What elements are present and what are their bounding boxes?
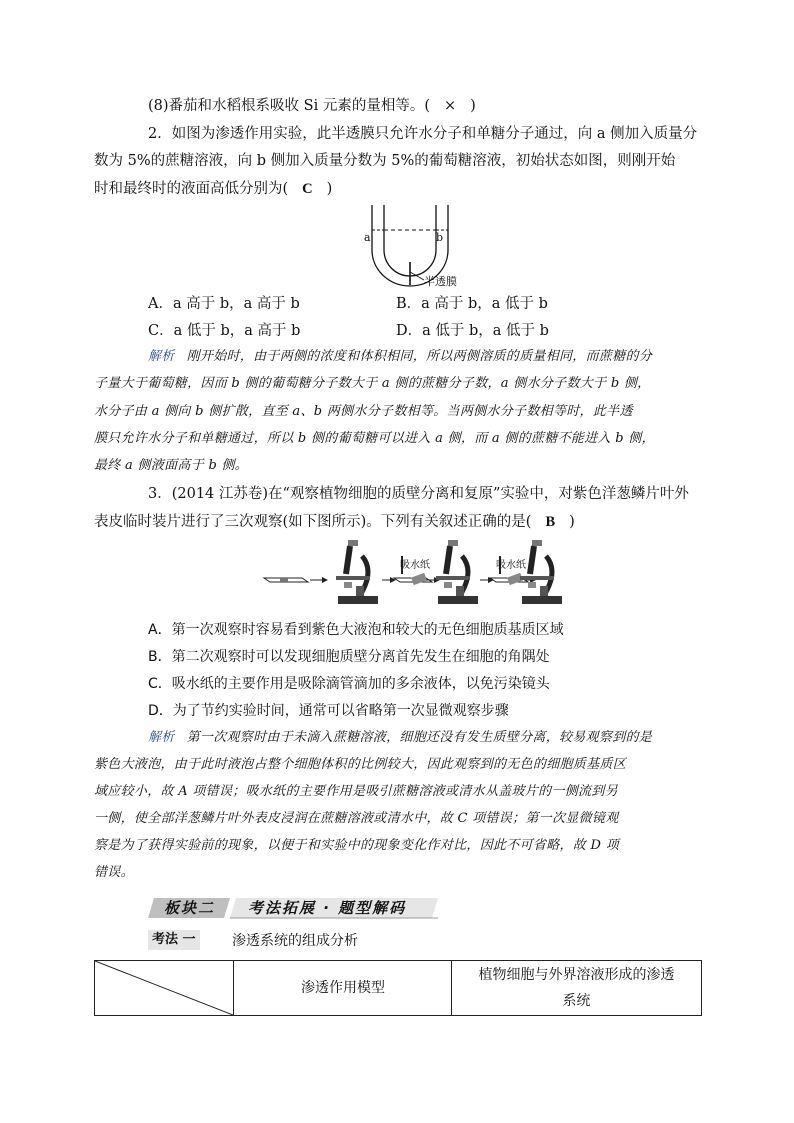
table-header-model: 渗透作用模型 (233, 961, 452, 1015)
kaofa-title: 渗透系统的组成分析 (232, 933, 358, 949)
q2-stem-end: 时和最终时的液面高低分别为( (94, 181, 289, 197)
membrane-label: 半透膜 (424, 275, 457, 288)
q2-analysis-text-1: 刚开始时，由于两侧的浓度和体积相同，所以两侧溶质的质量相同，而蔗糖的分 (186, 349, 653, 364)
q3-option-d: D．为了节约实验时间，通常可以省略第一次显微观察步骤 (148, 703, 509, 719)
q2-option-a: A．a 高于 b，a 高于 b (148, 296, 300, 312)
q2-line3 (94, 179, 332, 199)
q3-analysis-label: 解析 (148, 730, 175, 745)
q2-answer: C (302, 181, 313, 197)
paper-label-2: 吸水纸 (496, 560, 526, 571)
q2-analysis-1 (148, 343, 652, 370)
q2-analysis-4: 膜只允许水分子和单糖通过，所以 b 侧的葡萄糖可以进入 a 侧，而 a 侧的蔗糖不能进入 b 侧， (94, 431, 655, 446)
q3-option-a: A．第一次观察时容易看到紫色大液泡和较大的无色细胞质基质区域 (148, 622, 564, 638)
q3-option-c: C．吸水纸的主要作用是吸除滴管滴加的多余液体，以免污染镜头 (148, 676, 550, 692)
q2-line2: 数为 5%的蔗糖溶液，向 b 侧加入质量分数为 5%的葡萄糖溶液，初始状态如图，则刚开始 (94, 153, 676, 169)
q3-analysis-text-1: 第一次观察时由于未滴入蔗糖溶液，细胞还没有发生质壁分离，较易观察到的是 (186, 730, 653, 745)
comparison-table (94, 960, 702, 1016)
q3-answer: B (545, 514, 556, 530)
q2-analysis-2: 子量大于葡萄糖，因而 b 侧的葡萄糖分子数大于 a 侧的蔗糖分子数，a 侧水分子数大于 b 侧， (94, 376, 651, 391)
q3-line1: 3．(2014 江苏卷)在“观察植物细胞的质壁分离和复原”实验中，对紫色洋葱鳞片叶外 (148, 486, 689, 502)
q3-stem-end: 表皮临时装片进行了三次观察(如下图所示)。下列有关叙述正确的是( (94, 514, 532, 530)
label-b: b (436, 231, 444, 244)
q8-text: (8)番茄和水稻根系吸收 Si 元素的量相等。( (148, 98, 430, 114)
q3-analysis-6: 错误。 (94, 865, 134, 880)
q2-option-b: B．a 高于 b，a 低于 b (396, 296, 548, 312)
q2-analysis-3: 水分子由 a 侧向 b 侧扩散，直至 a、b 两侧水分子数相等。当两侧水分子数相等时，此半透 (94, 404, 633, 419)
q2-analysis-label: 解析 (148, 349, 175, 364)
q3-analysis-2: 紫色大液泡，由于此时液泡占整个细胞体积的比例较大，因此观察到的无色的细胞质基质区 (94, 757, 627, 772)
q2-option-d: D．a 低于 b，a 低于 b (396, 323, 549, 339)
q3-analysis-5: 察是为了获得实验前的现象，以便于和实验中的现象变化作对比，因此不可省略，故 D 项 (94, 838, 619, 853)
table-diagonal (95, 961, 233, 1015)
q2-line1: 2．如图为渗透作用实验，此半透膜只允许水分子和单糖分子通过，向 a 侧加入质量分 (148, 126, 698, 142)
paper-label-1: 吸水纸 (400, 560, 430, 571)
q3-analysis-1 (148, 724, 652, 751)
q8-mark: × (443, 98, 457, 114)
q8-line (148, 96, 476, 116)
q3-analysis-4: 一侧，使全部洋葱鳞片叶外表皮浸润在蔗糖溶液或清水中，故 C 项错误；第一次显微镜观 (94, 811, 619, 826)
q3-analysis-3: 域应较小，故 A 项错误；吸水纸的主要作用是吸引蔗糖溶液或清水从盖玻片的一侧流到另 (94, 784, 618, 799)
q3-close: ) (569, 514, 575, 530)
kaofa-label: 考法 一 (148, 930, 200, 950)
q2-option-c: C．a 低于 b，a 高于 b (148, 323, 301, 339)
table-header-plant-cell: 植物细胞与外界溶液形成的渗透系统 (451, 961, 701, 1015)
q3-line2 (94, 512, 575, 532)
label-a: a (364, 231, 371, 244)
q2-close: ) (326, 181, 333, 197)
section-banner (148, 896, 438, 920)
section-title: 考法拓展 · 题型解码 (248, 899, 407, 917)
q2-analysis-5: 最终 a 侧液面高于 b 侧。 (94, 458, 249, 473)
q8-close: ) (470, 98, 476, 114)
section-block: 板块二 (164, 899, 216, 917)
q3-option-b: B．第二次观察时可以发现细胞质壁分离首先发生在细胞的角隅处 (148, 649, 550, 665)
